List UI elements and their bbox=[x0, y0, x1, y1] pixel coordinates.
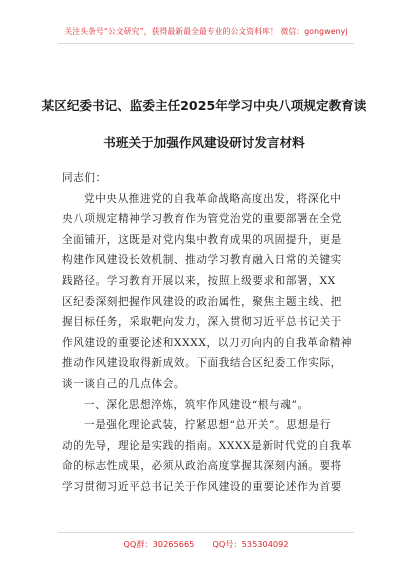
section-heading: 一、深化思想淬炼，筑牢作风建设“根与魂”。 bbox=[84, 398, 309, 411]
paragraph-line: 全面铺开，这既是对党内集中教育成果的巩固提升，更是 bbox=[62, 233, 342, 246]
paragraph-line: 央八项规定精神学习教育作为管党治党的重要部署在全党 bbox=[62, 213, 342, 226]
paragraph-line: 构建作风建设长效机制、推动学习教育融入日常的关键实 bbox=[62, 254, 342, 267]
salutation: 同志们： bbox=[62, 172, 107, 184]
qq-group-text: QQ群：30265665 bbox=[123, 539, 195, 549]
paragraph-line: 践路径。学习教育开展以来，按照上级要求和部署，XX bbox=[62, 274, 336, 287]
document-title-line-1: 某区纪委书记、监委主任2025年学习中央八项规定教育读 bbox=[41, 98, 367, 113]
paragraph-line: 区纪委深刻把握作风建设的政治属性，聚焦主题主线、把 bbox=[62, 295, 342, 308]
promo-banner-text: 关注头条号“公文研究”，获得最新最全最专业的公文资料库！ 微信：gongwenyj bbox=[64, 27, 348, 36]
paragraph-line: 握目标任务，采取靶向发力，深入贯彻习近平总书记关于 bbox=[62, 316, 342, 329]
paragraph-line: 一是强化理论武装，拧紧思想“总开关”。思想是行 bbox=[84, 419, 332, 432]
paragraph-line: 谈一谈自己的几点体会。 bbox=[62, 377, 186, 390]
paragraph-line: 推动作风建设取得新成效。下面我结合区纪委工作实际， bbox=[62, 357, 342, 370]
document-body bbox=[62, 168, 358, 498]
header-banner bbox=[58, 21, 354, 44]
paragraph-line: 党中央从推进党的自我革命战略高度出发，将深化中 bbox=[84, 192, 342, 205]
paragraph-line: 命的标志性成果，必须从政治高度掌握其深刻内涵。要将 bbox=[62, 460, 342, 473]
qq-number-text: QQ号：535304092 bbox=[212, 539, 289, 549]
footer bbox=[58, 532, 354, 561]
document-title-line-2: 书班关于加强作风建设研讨发言材料 bbox=[103, 135, 305, 150]
paragraph-line: 学习贯彻习近平总书记关于作风建设的重要论述作为首要 bbox=[62, 480, 342, 493]
paragraph-line: 动的先导，理论是实践的指南。XXXX是新时代党的自我革 bbox=[62, 439, 353, 452]
paragraph-line: 作风建设的重要论述和XXXX，以刀刃向内的自我革命精神 bbox=[62, 336, 353, 349]
